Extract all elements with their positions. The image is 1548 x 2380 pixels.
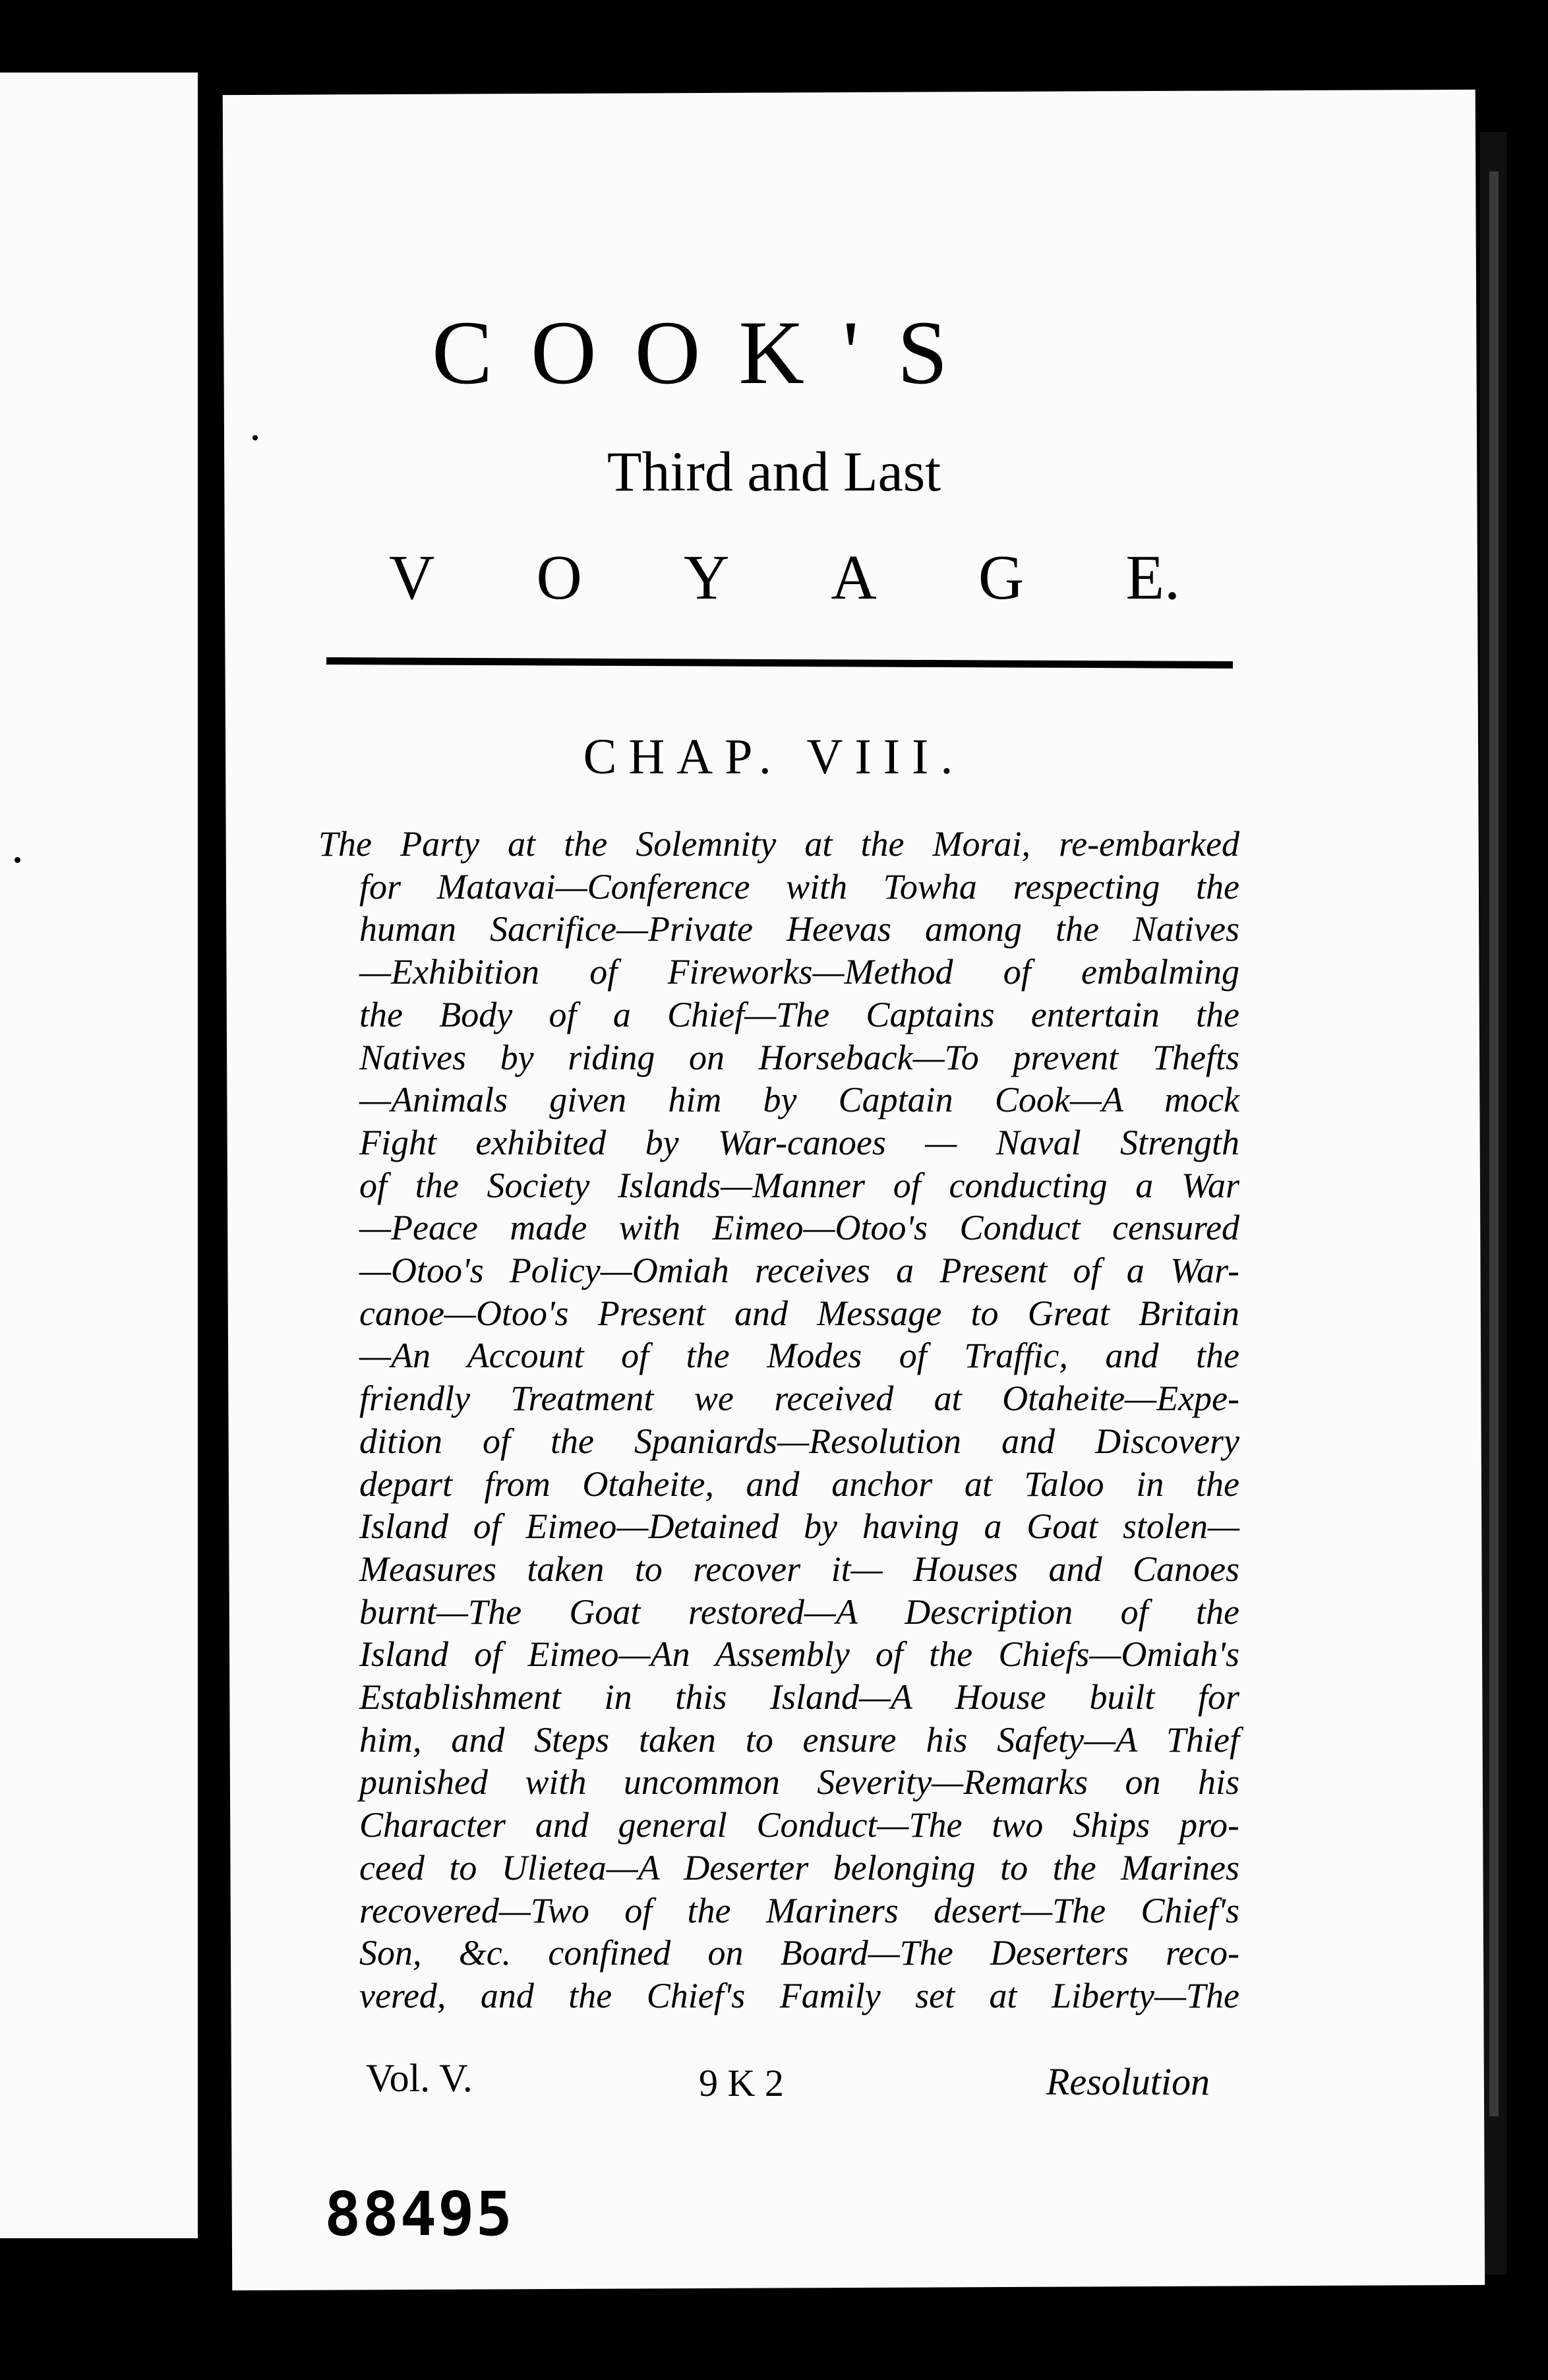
summary-line: Island of Eimeo—Detained by having a Goat stolen— xyxy=(359,1506,1239,1547)
summary-line: human Sacrifice—Private Heevas among the Natives xyxy=(359,909,1239,949)
summary-line: canoe—Otoo's Present and Message to Great Britain xyxy=(359,1293,1239,1333)
title-voyage xyxy=(389,541,1180,614)
summary-line: punished with uncommon Severity—Remarks on his xyxy=(359,1762,1239,1802)
summary-line: —Otoo's Policy—Omiah receives a Present of a War- xyxy=(359,1251,1239,1291)
summary-line: Fight exhibited by War-canoes — Naval Strength xyxy=(359,1122,1239,1162)
summary-line: Son, &c. confined on Board—The Deserters reco- xyxy=(359,1933,1239,1973)
voyage-letter: E. xyxy=(1125,542,1180,612)
summary-line: the Body of a Chief—The Captains entertain the xyxy=(359,994,1239,1034)
voyage-letter: A xyxy=(831,542,877,612)
voyage-letter: V xyxy=(389,542,435,612)
catchword: Resolution xyxy=(1046,2060,1210,2103)
chapter-summary xyxy=(318,823,1239,2017)
voyage-letter: G xyxy=(978,542,1025,612)
volume-label: Vol. V. xyxy=(366,2056,473,2100)
voyage-letter: Y xyxy=(683,542,730,612)
summary-line: dition of the Spaniards—Resolution and Discovery xyxy=(359,1421,1239,1461)
summary-line: Island of Eimeo—An Assembly of the Chiefs—Omiah's xyxy=(359,1634,1239,1675)
title-cooks: COOK'S xyxy=(432,302,986,403)
voyage-letter: O xyxy=(536,542,582,612)
title-subtitle: Third and Last xyxy=(607,440,941,503)
summary-line: —An Account of the Modes of Traffic, and the xyxy=(359,1336,1239,1376)
summary-line: —Animals given him by Captain Cook—A mock xyxy=(359,1080,1239,1120)
summary-line: of the Society Islands—Manner of conducting a War xyxy=(359,1165,1239,1205)
left-page-edge xyxy=(0,73,210,2238)
summary-line: The Party at the Solemnity at the Morai, re-embarked xyxy=(318,824,1239,864)
summary-line: for Matavai—Conference with Towha respecting the xyxy=(359,866,1239,907)
summary-line: ceed to Ulietea—A Deserter belonging to the Marines xyxy=(359,1847,1239,1888)
summary-line: depart from Otaheite, and anchor at Taloo in the xyxy=(359,1464,1239,1504)
summary-line: burnt—The Goat restored—A Description of the xyxy=(359,1592,1239,1632)
summary-line: Measures taken to recover it— Houses and Canoes xyxy=(359,1549,1239,1589)
summary-line: Natives by riding on Horseback—To prevent Thefts xyxy=(359,1037,1239,1077)
summary-line: vered, and the Chief's Family set at Liberty—The xyxy=(359,1975,1239,2015)
chapter-heading: CHAP. VIII. xyxy=(583,729,965,785)
summary-line: —Exhibition of Fireworks—Method of embalming xyxy=(359,952,1239,992)
summary-line: him, and Steps taken to ensure his Safety—A Thief xyxy=(359,1719,1239,1760)
summary-line: friendly Treatment we received at Otaheite—Expe- xyxy=(359,1379,1239,1419)
summary-line: Character and general Conduct—The two Ships pro- xyxy=(359,1805,1239,1845)
dust-speck xyxy=(531,18,549,32)
summary-line: Establishment in this Island—A House built for xyxy=(359,1677,1239,1717)
signature-mark: 9 K 2 xyxy=(699,2062,784,2104)
dust-speck xyxy=(15,857,20,863)
summary-line: —Peace made with Eimeo—Otoo's Conduct censured xyxy=(359,1208,1239,1248)
page-footer xyxy=(366,2056,1210,2108)
summary-line: recovered—Two of the Mariners desert—The Chief's xyxy=(359,1890,1239,1930)
library-stamp-number: 88495 xyxy=(324,2179,514,2249)
